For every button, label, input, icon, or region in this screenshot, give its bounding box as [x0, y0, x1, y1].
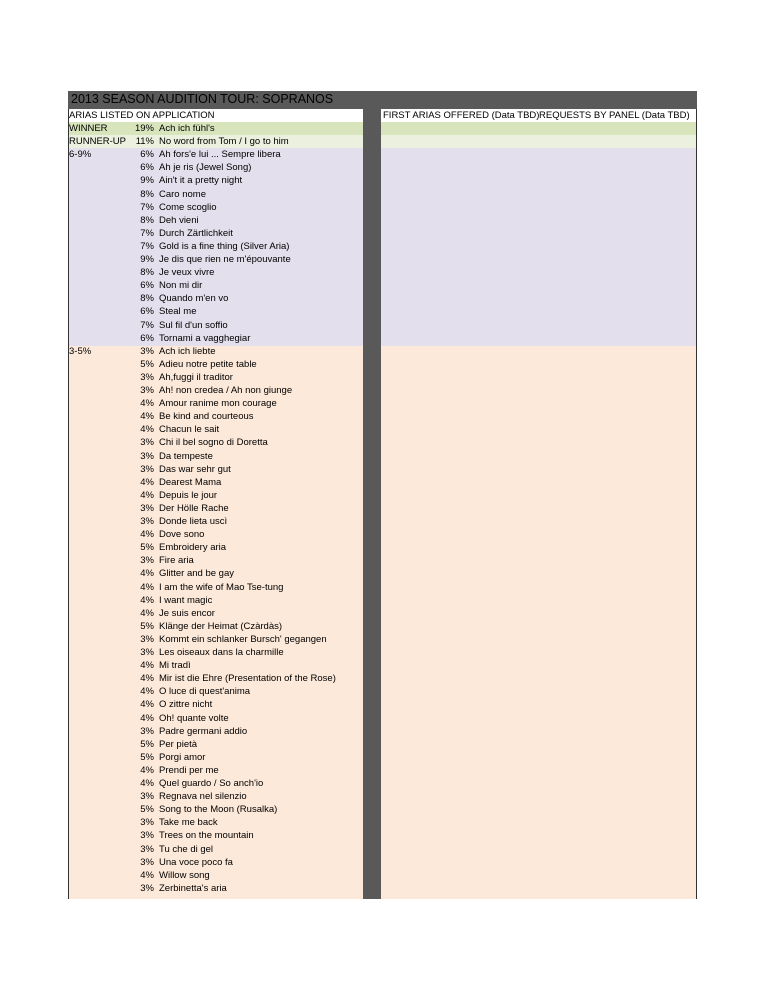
row-percent: 3% [140, 345, 154, 357]
row-aria-title: Kommt ein schlanker Bursch' gegangen [159, 633, 327, 645]
row-percent: 11% [135, 136, 154, 148]
table-row [68, 201, 363, 214]
table-row [68, 829, 363, 842]
table-row [68, 358, 363, 371]
row-aria-title: Embroidery aria [159, 542, 227, 554]
table-row [68, 633, 363, 646]
arias-listed-header: ARIAS LISTED ON APPLICATION [69, 110, 215, 121]
row-percent: 4% [140, 778, 154, 789]
row-percent: 9% [140, 254, 154, 265]
row-percent: 3% [140, 791, 154, 803]
row-aria-title: Da tempeste [159, 450, 213, 462]
table-row [68, 856, 363, 869]
table-row [68, 174, 363, 187]
table-row [68, 541, 363, 554]
row-percent: 4% [140, 699, 154, 711]
table-row [68, 371, 363, 384]
row-aria-title: Durch Zärtlichkeit [159, 227, 233, 239]
table-row [68, 489, 363, 502]
row-aria-title: Steal me [159, 306, 197, 318]
table-row [68, 148, 363, 161]
row-aria-title: Fire aria [159, 555, 194, 567]
row-aria-title: Per pietà [159, 738, 198, 750]
table-row [68, 607, 363, 620]
table-row [68, 410, 363, 423]
row-aria-title: Ach ich liebte [159, 345, 216, 357]
table-row [68, 240, 363, 253]
row-aria-title: Quando m'en vo [159, 293, 229, 305]
row-aria-title: Take me back [159, 817, 218, 829]
row-percent: 3% [140, 856, 154, 868]
column-divider [363, 109, 381, 899]
row-percent: 3% [140, 843, 154, 855]
row-percent: 3% [140, 502, 154, 514]
row-aria-title: Tornami a vagghegiar [159, 332, 251, 344]
row-percent: 5% [140, 620, 154, 632]
table-row [68, 646, 363, 659]
row-percent: 8% [140, 188, 154, 200]
table-row [68, 685, 363, 698]
table-row [68, 882, 363, 895]
table-row [68, 698, 363, 711]
row-percent: 7% [140, 201, 154, 213]
first-arias-header: FIRST ARIAS OFFERED (Data TBD) [383, 110, 540, 121]
row-percent: 8% [140, 214, 154, 226]
row-aria-title: O luce di quest'anima [159, 686, 251, 698]
row-aria-title: Mir ist die Ehre (Presentation of the Rose) [159, 673, 336, 685]
table-row [68, 869, 363, 882]
table-row [68, 450, 363, 463]
row-percent: 5% [140, 358, 154, 370]
row-percent: 4% [140, 411, 154, 423]
band-r-runner-up [381, 135, 697, 148]
row-aria-title: Dove sono [159, 529, 205, 541]
row-percent: 3% [140, 817, 154, 829]
row-aria-title: Tu che di gel [159, 843, 214, 855]
row-aria-title: Je veux vivre [159, 267, 215, 279]
row-aria-title: Ah! non credea / Ah non giunge [159, 385, 293, 396]
table-row [68, 581, 363, 594]
table-row [68, 843, 363, 856]
row-percent: 3% [140, 830, 154, 842]
row-percent: 7% [140, 240, 154, 252]
row-percent: 19% [134, 123, 154, 134]
table-row [68, 214, 363, 227]
row-aria-title: Prendi per me [159, 764, 219, 776]
row-aria-title: Donde lieta uscì [159, 516, 228, 527]
table-row [68, 476, 363, 489]
table-row [68, 319, 363, 332]
row-aria-title: Ah,fuggi il traditor [159, 371, 233, 383]
row-percent: 7% [140, 319, 154, 331]
table-row [68, 712, 363, 725]
band-r-winner [381, 122, 697, 135]
row-aria-title: Una voce poco fa [159, 856, 233, 868]
table-row [68, 764, 363, 777]
table-row [68, 816, 363, 829]
row-percent: 6% [140, 149, 154, 161]
table-row [68, 436, 363, 449]
table-row [68, 567, 363, 580]
row-percent: 4% [140, 660, 154, 672]
row-aria-title: Chi il bel sogno di Doretta [159, 437, 268, 449]
table-row [68, 227, 363, 240]
table-row [68, 738, 363, 751]
row-aria-title: Regnava nel silenzio [159, 791, 247, 803]
table-row [68, 659, 363, 672]
table-row [68, 528, 363, 541]
table-row [68, 515, 363, 528]
row-aria-title: Adieu notre petite table [159, 358, 257, 370]
row-percent: 6% [140, 306, 154, 318]
row-percent: 7% [140, 227, 154, 239]
row-percent: 4% [140, 607, 154, 619]
row-aria-title: Ain't it a pretty night [159, 175, 243, 187]
row-aria-title: Come scoglio [159, 201, 217, 213]
table-row [68, 266, 363, 279]
row-aria-title: Klänge der Heimat (Czàrdàs) [159, 620, 283, 632]
row-aria-title: Chacun le sait [159, 424, 220, 436]
row-aria-title: Gold is a fine thing (Silver Aria) [159, 240, 290, 252]
row-percent: 3% [140, 516, 154, 527]
table-row [68, 305, 363, 318]
row-percent: 5% [140, 751, 154, 763]
table-row [68, 751, 363, 764]
row-percent: 3% [140, 463, 154, 475]
row-category: 3-5% [69, 345, 92, 357]
table-row [68, 423, 363, 436]
row-aria-title: Willow song [159, 869, 210, 881]
row-percent: 3% [140, 647, 154, 658]
row-aria-title: Dearest Mama [159, 476, 222, 488]
row-percent: 3% [140, 437, 154, 449]
requests-header: REQUESTS BY PANEL (Data TBD) [539, 110, 690, 121]
band-r-3-5 [381, 346, 697, 899]
row-percent: 5% [140, 542, 154, 554]
row-percent: 4% [140, 581, 154, 593]
row-aria-title: Der Hölle Rache [159, 502, 229, 514]
row-category: 6-9% [69, 149, 92, 161]
table-row [68, 253, 363, 266]
frame-right [696, 109, 697, 899]
row-aria-title: Padre germani addio [159, 725, 248, 737]
row-percent: 4% [140, 594, 154, 606]
row-percent: 6% [140, 162, 154, 174]
row-percent: 4% [140, 673, 154, 685]
row-percent: 3% [140, 725, 154, 737]
row-aria-title: Quel guardo / So anch'io [159, 778, 264, 789]
table-row [68, 463, 363, 476]
table-row [68, 279, 363, 292]
row-percent: 3% [140, 371, 154, 383]
table-row [68, 777, 363, 790]
row-aria-title: Glitter and be gay [159, 568, 234, 580]
row-percent: 4% [140, 398, 154, 410]
row-percent: 3% [140, 882, 154, 894]
spreadsheet [68, 91, 697, 899]
row-percent: 3% [140, 450, 154, 462]
row-category: RUNNER-UP [69, 136, 126, 148]
table-row [68, 384, 363, 397]
row-aria-title: Amour ranime mon courage [159, 398, 277, 410]
table-row [68, 188, 363, 201]
row-aria-title: Depuis le jour [159, 489, 218, 501]
row-aria-title: Non mi dir [159, 280, 203, 292]
row-aria-title: Mi tradì [159, 660, 191, 672]
sheet-title: 2013 SEASON AUDITION TOUR: SOPRANOS [71, 92, 334, 106]
row-percent: 3% [140, 385, 154, 396]
row-aria-title: Song to the Moon (Rusalka) [159, 804, 278, 816]
table-row [68, 397, 363, 410]
row-percent: 6% [140, 280, 154, 292]
row-aria-title: I am the wife of Mao Tse-tung [159, 581, 284, 593]
row-aria-title: No word from Tom / I go to him [159, 136, 289, 148]
row-percent: 4% [140, 869, 154, 881]
table-row [68, 292, 363, 305]
row-percent: 8% [140, 293, 154, 305]
row-aria-title: Sul fil d'un soffio [159, 319, 228, 331]
table-row [68, 554, 363, 567]
table-row [68, 672, 363, 685]
row-aria-title: Be kind and courteous [159, 411, 254, 423]
table-row [68, 332, 363, 345]
row-aria-title: Ah fors'e lui ... Sempre libera [159, 149, 281, 161]
row-aria-title: Je suis encor [159, 607, 215, 619]
row-category: WINNER [69, 123, 108, 134]
row-percent: 4% [140, 489, 154, 501]
row-aria-title: Oh! quante volte [159, 712, 229, 724]
table-row [68, 135, 363, 148]
row-aria-title: Ach ich fühl's [159, 123, 215, 134]
row-aria-title: Deh vieni [159, 214, 199, 226]
row-percent: 4% [140, 568, 154, 580]
table-row [68, 502, 363, 515]
row-percent: 5% [140, 738, 154, 750]
row-percent: 4% [140, 424, 154, 436]
row-percent: 3% [140, 555, 154, 567]
table-row [68, 594, 363, 607]
row-aria-title: Les oiseaux dans la charmille [159, 647, 284, 658]
row-aria-title: Porgi amor [159, 751, 206, 763]
row-aria-title: Das war sehr gut [159, 463, 231, 475]
band-r-6-9 [381, 148, 697, 346]
title-bar [68, 91, 697, 110]
row-percent: 4% [140, 764, 154, 776]
table-row [68, 725, 363, 738]
row-aria-title: Ah je ris (Jewel Song) [159, 162, 252, 174]
row-percent: 9% [140, 175, 154, 187]
row-percent: 4% [140, 712, 154, 724]
row-aria-title: Caro nome [159, 188, 206, 200]
row-percent: 5% [140, 804, 154, 816]
row-aria-title: Trees on the mountain [159, 830, 254, 842]
row-aria-title: O zittre nicht [159, 699, 213, 711]
table-row [68, 161, 363, 174]
table-row [68, 122, 363, 135]
table-row [68, 790, 363, 803]
table-row [68, 803, 363, 816]
row-percent: 3% [140, 633, 154, 645]
row-percent: 4% [140, 529, 154, 541]
row-aria-title: I want magic [159, 594, 213, 606]
row-percent: 6% [140, 332, 154, 344]
row-percent: 8% [140, 267, 154, 279]
row-aria-title: Zerbinetta's aria [159, 882, 227, 894]
table-row [68, 345, 363, 358]
row-percent: 4% [140, 476, 154, 488]
table-row [68, 620, 363, 633]
row-percent: 4% [140, 686, 154, 698]
row-aria-title: Je dis que rien ne m'épouvante [159, 254, 291, 265]
